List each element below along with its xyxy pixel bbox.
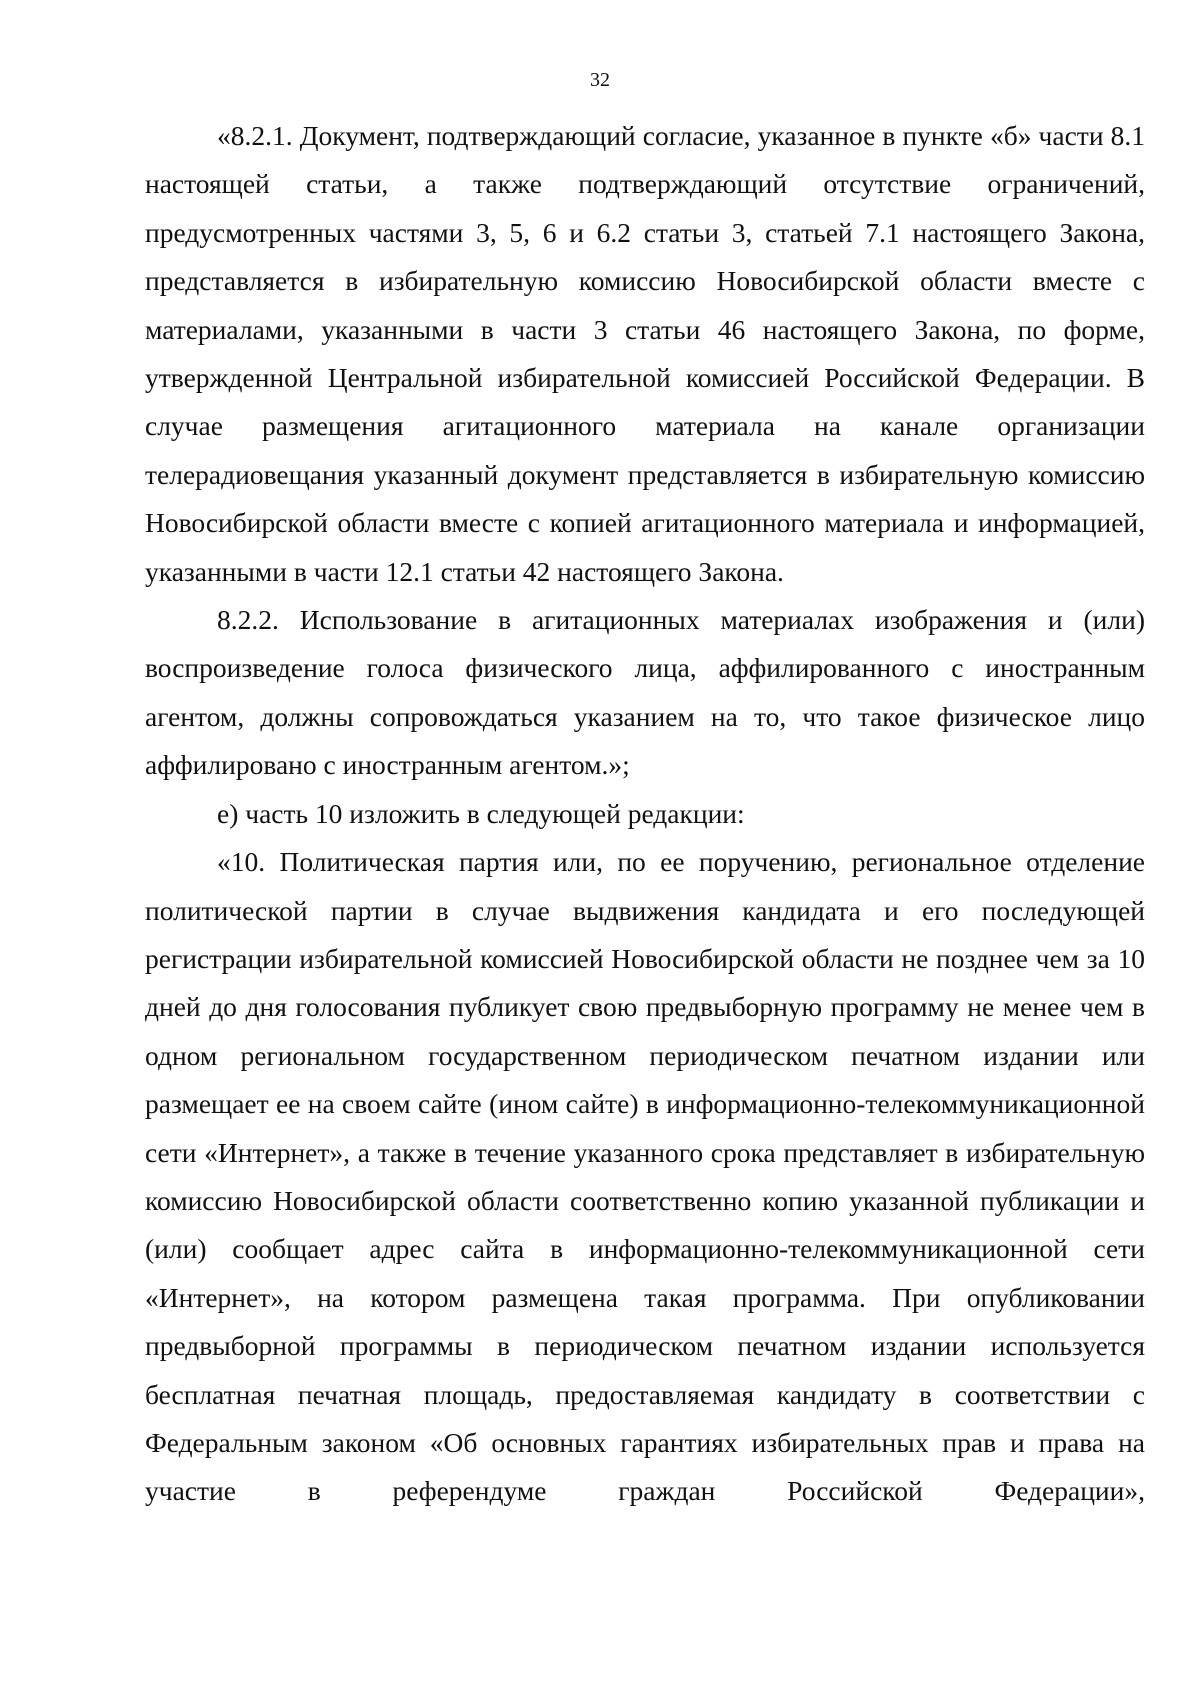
document-body: [145, 112, 1145, 1516]
paragraph-part-10: «10. Политическая партия или, по ее поручению, региональное отделение политической партии в случае выдвижения кандидата и его последующей регистрации избирательной комиссией Новосибирской области не позднее чем за 10 дней до дня голосования публикует свою предвыборную программу не менее чем в одном региональном государственном периодическом печатном издании или размещает ее на своем сайте (ином сайте) в информационно-телекоммуникационной сети «Интернет», а также в течение указанного срока представляет в избирательную комиссию Новосибирской области соответственно копию указанной публикации и (или) сообщает адрес сайта в информационно-телекоммуникационной сети «Интернет», на котором размещена такая программа. При опубликовании предвыборной программы в периодическом печатном издании используется бесплатная печатная площадь, предоставляемая кандидату в соответствии с Федеральным законом «Об основных гарантиях избирательных прав и права на участие в референдуме граждан Российской Федерации»,: [145, 846, 1145, 1507]
paragraph-8-2-1: «8.2.1. Документ, подтверждающий согласие, указанное в пункте «б» части 8.1 настоящей статьи, а также подтверждающий отсутствие ограничений, предусмотренных частями 3, 5, 6 и 6.2 статьи 3, статьей 7.1 настоящего Закона, представляется в избирательную комиссию Новосибирской области вместе с материалами, указанными в части 3 статьи 46 настоящего Закона, по форме, утвержденной Центральной избирательной комиссией Российской Федерации. В случае размещения агитационного материала на канале организации телерадиовещания указанный документ представляется в избирательную комиссию Новосибирской области вместе с копией агитационного материала и информацией, указанными в части 12.1 статьи 42 настоящего Закона.: [145, 120, 1145, 587]
page-number: 32: [590, 69, 610, 91]
paragraph-8-2-2: 8.2.2. Использование в агитационных материалах изображения и (или) воспроизведение голоса физического лица, аффилированного с иностранным агентом, должны сопровождаться указанием на то, что такое физическое лицо аффилировано с иностранным агентом.»;: [145, 604, 1145, 781]
paragraph-amendment-e: е) часть 10 изложить в следующей редакции:: [217, 797, 745, 829]
